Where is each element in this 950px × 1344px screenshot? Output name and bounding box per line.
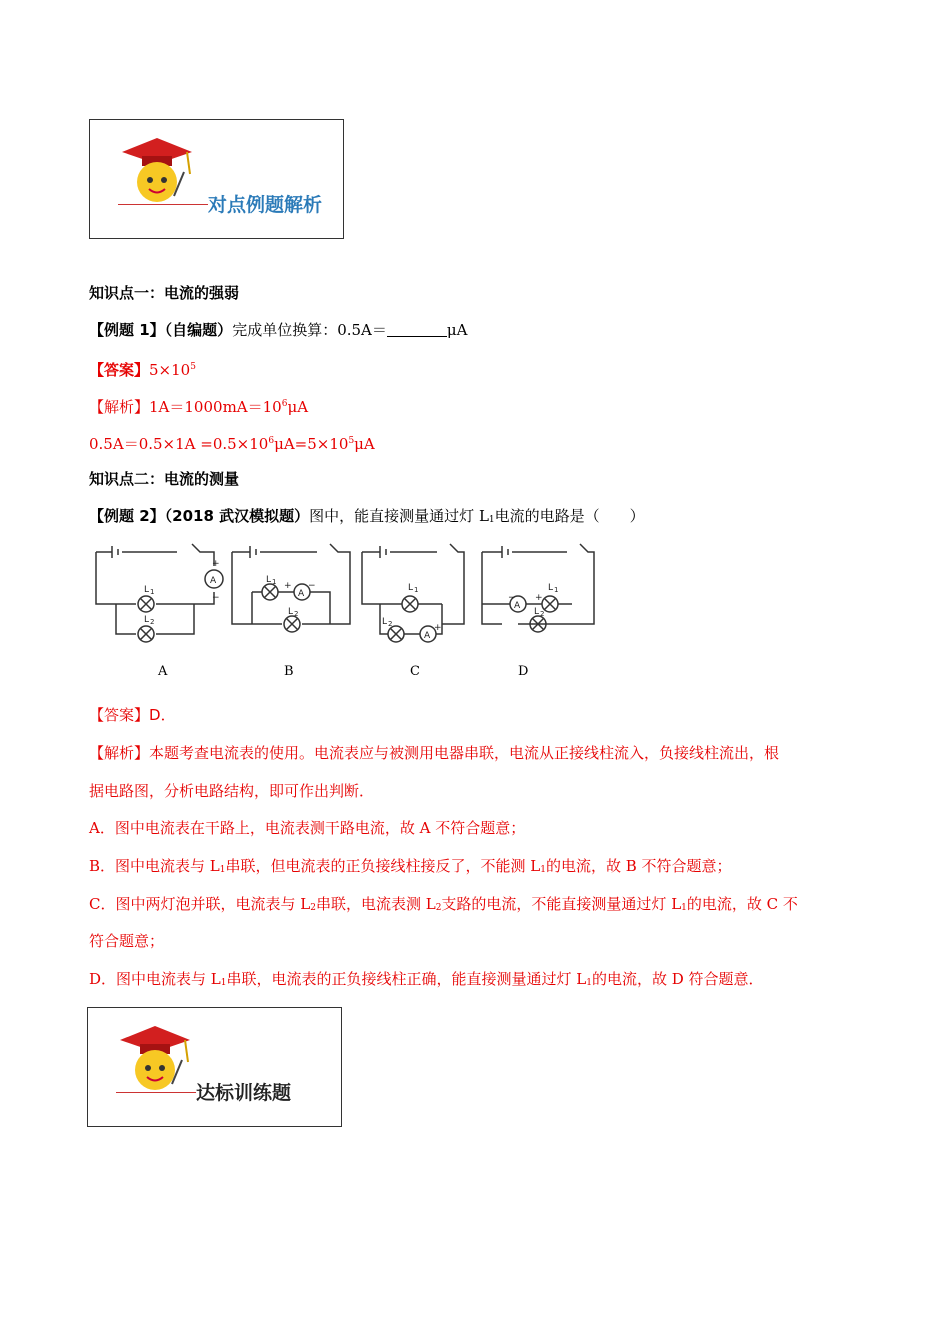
circuit-caption-d: D (518, 664, 529, 679)
mascot-graduate-icon (112, 130, 202, 220)
banner-title: 达标训练题 (196, 1082, 292, 1104)
svg-text:L: L (382, 617, 388, 627)
circuit-caption-a: A (158, 664, 168, 679)
banner-title: 对点例题解析 (208, 194, 323, 216)
svg-text:1: 1 (414, 586, 419, 594)
svg-text:+: + (212, 559, 220, 569)
svg-text:2: 2 (294, 610, 299, 618)
option-c-analysis: C．图中两灯泡并联，电流表与 $L_2$串联，电流表测 $L_2$支路的电流，不能直接测量通过灯 $L_1$的电流，故 C 不 (89, 895, 798, 913)
svg-text:A: A (210, 576, 217, 586)
circuit-c (362, 544, 464, 642)
example-1-question: 【例题 1】（自编题）完成单位换算：0.5A＝ μA (89, 321, 468, 339)
example-2-question: 【例题 2】（2018 武汉模拟题）图中，能直接测量通过灯 $L_1$电流的电路是（ ） (89, 507, 645, 525)
circuit-a (96, 544, 223, 642)
svg-text:+: + (535, 593, 543, 603)
svg-text:1: 1 (272, 578, 277, 586)
example-1-analysis-line-1: 【解析】$1A=1000mA=10^6\mu A$ (89, 398, 309, 416)
option-c-analysis-cont: 符合题意； (89, 932, 165, 950)
svg-text:2: 2 (540, 610, 545, 618)
svg-text:L: L (548, 583, 554, 593)
circuit-diagrams (92, 542, 612, 652)
section-banner-examples (89, 119, 344, 239)
svg-text:A: A (514, 601, 521, 611)
banner-underline (118, 204, 208, 205)
option-b-analysis: B．图中电流表与 $L_1$串联，但电流表的正负接线柱接反了，不能测 $L_1$的电流，故 B 不符合题意； (89, 857, 732, 875)
circuit-d (482, 544, 594, 632)
svg-text:L: L (144, 615, 150, 625)
svg-text:−: − (308, 581, 316, 591)
svg-text:2: 2 (388, 620, 393, 628)
circuit-caption-c: C (410, 664, 420, 679)
example-2-analysis-line-1: 【解析】本题考查电流表的使用。电流表应与被测用电器串联，电流从正接线柱流入，负接线柱流出，根 (89, 744, 780, 762)
knowledge-point-heading-2: 知识点二：电流的测量 (89, 470, 240, 488)
svg-text:L: L (144, 585, 150, 595)
option-a-analysis: A．图中电流表在干路上，电流表测干路电流，故 A 不符合题意； (89, 819, 526, 837)
mascot-graduate-icon (110, 1018, 200, 1108)
knowledge-point-heading: 知识点一：电流的强弱 (89, 284, 240, 302)
svg-text:−: − (508, 593, 516, 603)
example-2-analysis-line-2: 据电路图，分析电路结构，即可作出判断． (89, 782, 375, 800)
banner-underline (116, 1092, 196, 1093)
svg-text:A: A (424, 631, 431, 641)
svg-text:1: 1 (150, 588, 155, 596)
example-1-analysis-line-2: $0.5A=0.5\times 1A =0.5\times 10^6\mu A=5\times 10^5\mu A$ (89, 435, 375, 453)
svg-text:+: + (284, 581, 292, 591)
svg-text:+: + (434, 623, 442, 633)
answer-blank (387, 322, 447, 337)
svg-text:L: L (288, 607, 294, 617)
svg-text:1: 1 (554, 586, 559, 594)
example-2-answer: 【答案】D． (89, 706, 176, 724)
svg-text:A: A (298, 589, 305, 599)
example-1-answer: 【答案】$5\times 10^5$ (89, 361, 196, 379)
section-banner-exercises (87, 1007, 342, 1127)
option-d-analysis: D．图中电流表与 $L_1$串联，电流表的正负接线柱正确，能直接测量通过灯 $L_1$的电流，故 D 符合题意． (89, 970, 764, 988)
circuit-caption-b: B (284, 664, 294, 679)
svg-text:L: L (534, 607, 540, 617)
svg-text:2: 2 (150, 618, 155, 626)
svg-text:L: L (408, 583, 414, 593)
svg-text:L: L (266, 575, 272, 585)
svg-text:−: − (212, 593, 220, 603)
